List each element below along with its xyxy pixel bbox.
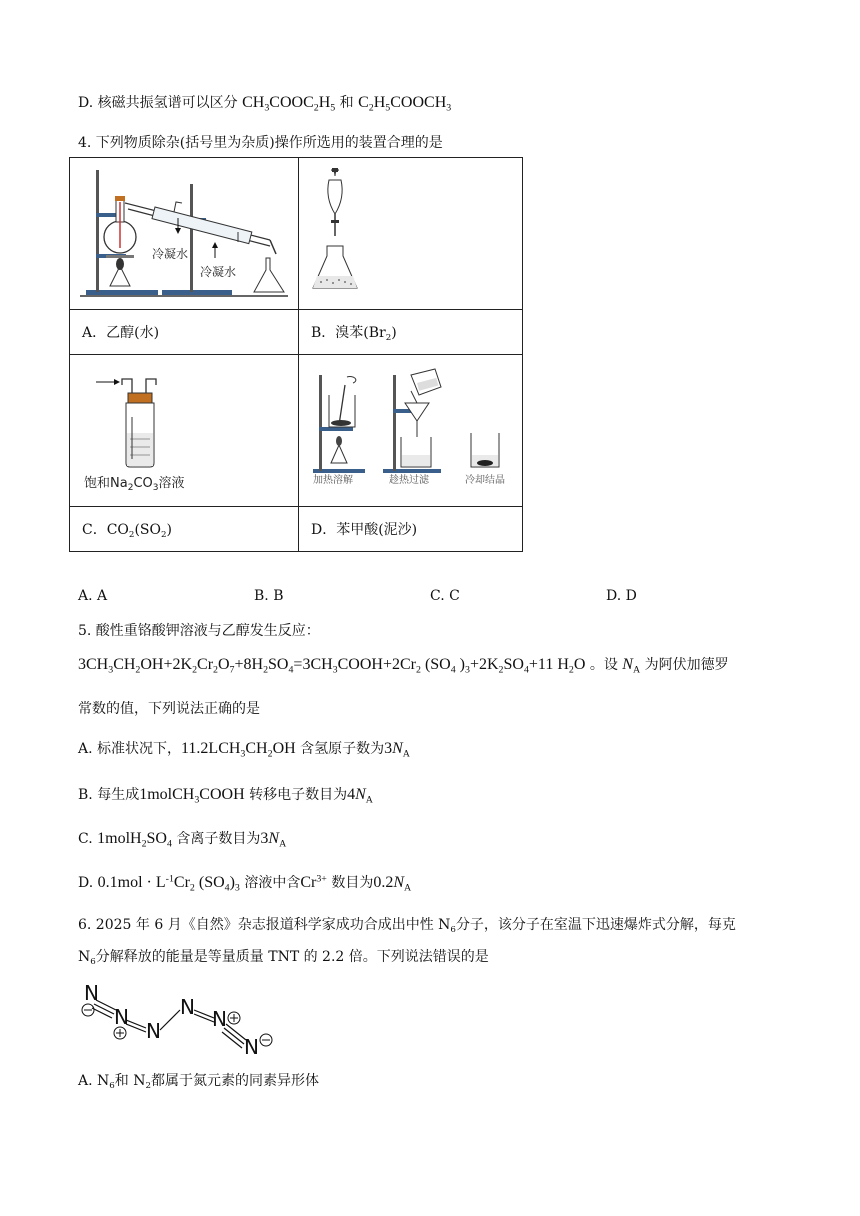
q5-stem: 5. 酸性重铬酸钾溶液与乙醇发生反应： [78,623,320,639]
q6-a-prefix: A. N [78,1073,110,1089]
q4-cell-a-caption [70,310,299,355]
q5-stem2: 常数的值，下列说法正确的是 [78,701,260,717]
q4-a-caption-text: A．乙醇(水) [82,325,160,341]
formula-ch3cooc2h5: $CH_3COOC_2H_5$ [242,94,336,114]
q6-option-a: A. $N_6$和 $N_2$都属于氮元素的同素异形体 [78,1073,320,1092]
separatory-funnel-diagram [299,158,522,305]
q4-cell-b-caption: B．溴苯$(Br_2)$ [299,310,523,355]
q5-eq-suffix: 。设 [589,657,618,673]
q3-option-d-and: 和 [339,95,354,111]
q4-b-caption-text: B．溴苯(Br [311,325,386,341]
solution-label: 溶液 [158,476,185,491]
q5-b-prefix: B. 每生成 [78,787,140,803]
q4-option-d: D. D [606,588,637,604]
q5-reaction-equation: $3CH_3CH_2OH+2K_2Cr_2O_7+8H_2SO_4=3CH_3COOH+2Cr_2$ ($SO_4$ )$_3+2K_2SO_4+11$ $H_2O$ [78,656,586,676]
q5-c-mid: 含离子数目为 [176,831,261,847]
q6-stem-line1: 6. 2025 年 6 月《自然》杂志报道科学家成功合成出中性 $N_6$分子，该分子在室温下迅速爆炸式分解，每克 [78,917,736,936]
svg-text:N: N [146,1019,161,1043]
q6-line2-a: N [78,949,91,965]
q6-line2-b: 分解释放的能量是等量质量 TNT 的 2.2 倍。下列说法错误的是 [95,949,489,965]
cool-crystal-label: 冷却结晶 [465,475,505,486]
q6-a-suffix: 都属于氮元素的同素异形体 [151,1073,320,1089]
q6-line1-a: 6. 2025 年 6 月《自然》杂志报道科学家成功合成出中性 N [78,917,451,933]
svg-text:N: N [84,981,99,1005]
svg-text:N: N [180,995,195,1019]
formula-c2h5cooch3: $C_2H_5COOCH_3$ [358,94,452,114]
svg-text:饱和Na2CO3溶液: 饱和$Na_2CO_3$溶液 [84,476,185,493]
na-symbol: $N_A$ [622,656,641,676]
q4-cell-b-figure [299,158,523,310]
q5-option-a: A. 标准状况下，$11.2LCH_3CH_2OH$ 含氢原子数为$3N_A$ [78,740,410,760]
q4-c-caption-text: C．CO [82,522,129,538]
q4-cell-c-caption: C．$CO_2(SO_2)$ [70,507,299,552]
svg-text:N: N [114,1005,129,1029]
distillation-apparatus-diagram [70,158,298,305]
svg-text:N: N [212,1007,227,1031]
q5-option-b: B. 每生成1molCH$_3$COOH 转移电子数目为$4N_A$ [78,786,373,806]
q4-cell-c-figure [70,355,299,507]
q3-option-d [78,92,451,112]
q5-c-prefix: C. [78,831,93,847]
heat-dissolve-label: 加热溶解 [313,475,353,486]
q5-d-mid2: 数目为 [331,875,374,891]
q4-d-caption-text: D．苯甲酸(泥沙) [311,522,418,538]
recrystallization-diagram [299,355,522,502]
q6-stem-line2: $N_6$分解释放的能量是等量质量 TNT 的 2.2 倍。下列说法错误的是 [78,949,489,968]
q5-a-mid: 含氢原子数为 [300,741,385,757]
q4-cell-a-figure [70,158,299,310]
gas-washing-bottle-diagram [70,355,298,502]
hot-filter-label: 趁热过滤 [389,475,429,486]
cool-water-label-2: 冷凝水 [200,265,237,279]
q4-option-c: C. C [430,588,460,604]
q4-options-table [69,157,523,552]
q5-option-c: C. $1molH_2SO_4$ 含离子数目为$3N_A$ [78,830,287,850]
n6-structure-diagram [78,980,278,1056]
q5-b-mid: 转移电子数目为 [249,787,348,803]
saturated-label: 饱和Na [84,476,128,491]
q3-option-d-text: D. 核磁共振氢谱可以区分 [78,95,238,111]
q4-cell-d-figure [299,355,523,507]
q4-stem: 4. 下列物质除杂(括号里为杂质)操作所选用的装置合理的是 [78,135,443,151]
q5-d-mid: 溶液中含 [244,875,301,891]
q4-option-b: B. B [254,588,284,604]
q4-cell-d-caption [299,507,523,552]
q5-a-prefix: A. 标准状况下， [78,741,182,757]
q5-equation [78,654,729,674]
svg-text:N: N [244,1035,259,1056]
q6-line1-b: 分子，该分子在室温下迅速爆炸式分解，每克 [455,917,736,933]
q5-d-prefix: D. [78,875,94,891]
cool-water-label-1: 冷凝水 [152,247,189,261]
q5-eq-suffix2: 为阿伏加德罗 [644,657,729,673]
q6-a-mid: 和 N [114,1073,146,1089]
q5-option-d: D. $0.1mol \cdot L^{-1}Cr_2$ $(SO_4)_3$ 溶液中含$Cr^{3+}$ 数目为$0.2N_A$ [78,873,412,894]
q4-option-a: A. A [78,588,108,604]
